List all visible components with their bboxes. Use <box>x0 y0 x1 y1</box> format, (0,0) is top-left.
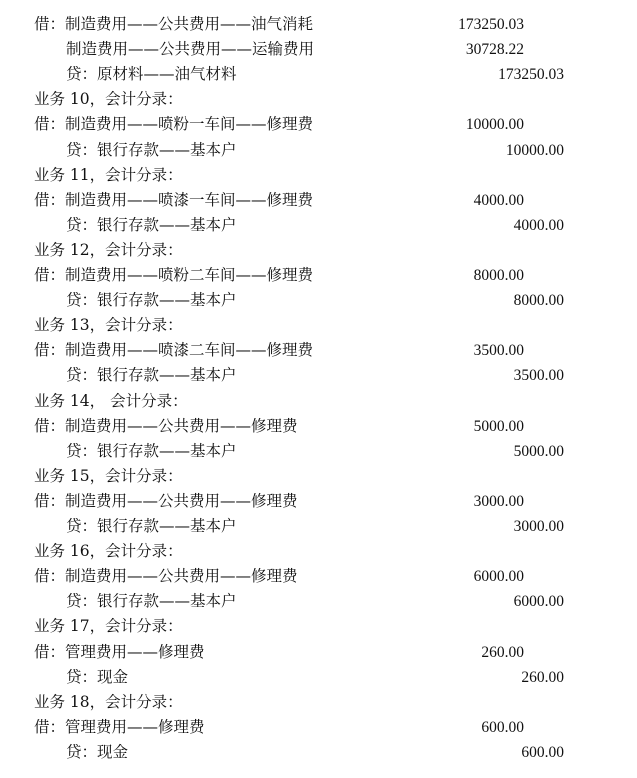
debit-amount: 10000.00 <box>465 116 524 134</box>
credit-amount: 3500.00 <box>513 367 564 385</box>
credit-amount: 173250.03 <box>498 66 564 84</box>
entry-heading-text: 业务 10，会计分录： <box>34 90 183 109</box>
credit-line <box>0 589 637 614</box>
credit-line <box>0 363 637 388</box>
entry-heading-text: 业务 18，会计分录： <box>34 692 183 711</box>
debit-line <box>0 12 637 37</box>
account-text: 贷：现金 <box>66 667 129 686</box>
entry-heading-text: 业务 17，会计分录： <box>34 617 183 636</box>
entry-heading-text: 业务 13，会计分录： <box>34 316 183 335</box>
entry-heading-text: 业务 15，会计分录： <box>34 466 183 485</box>
account-text: 贷：银行存款——基本户 <box>66 215 237 234</box>
account-text: 借：制造费用——喷粉二车间——修理费 <box>34 266 314 284</box>
credit-line <box>0 439 637 464</box>
credit-amount: 10000.00 <box>505 141 564 159</box>
entry-heading-text: 业务 14， 会计分录： <box>34 391 188 410</box>
account-text: 贷：银行存款——基本户 <box>66 592 237 611</box>
entry-heading <box>0 163 637 188</box>
credit-amount: 4000.00 <box>513 216 564 234</box>
debit-amount: 5000.00 <box>473 417 524 435</box>
entry-heading <box>0 464 637 489</box>
debit-line <box>0 489 637 514</box>
account-text: 贷：银行存款——基本户 <box>66 291 237 310</box>
account-text: 借：管理费用——修理费 <box>34 642 205 661</box>
account-text: 借：制造费用——喷漆二车间——修理费 <box>34 341 314 360</box>
account-text: 借：制造费用——公共费用——油气消耗 <box>34 15 314 33</box>
account-text: 贷：现金 <box>66 742 129 761</box>
entry-heading <box>0 238 637 263</box>
entry-heading-text: 业务 12，会计分录： <box>34 240 183 259</box>
credit-amount: 600.00 <box>521 743 564 761</box>
debit-amount: 600.00 <box>481 718 524 736</box>
account-text: 借：制造费用——喷粉一车间——修理费 <box>34 115 314 134</box>
entry-heading <box>0 690 637 715</box>
debit-amount: 8000.00 <box>473 267 524 284</box>
entry-heading <box>0 614 637 639</box>
debit-line <box>0 715 637 740</box>
credit-line <box>0 213 637 238</box>
debit-amount: 4000.00 <box>473 191 524 209</box>
credit-amount: 3000.00 <box>513 518 564 535</box>
entry-heading <box>0 539 637 564</box>
debit-line <box>0 414 637 439</box>
credit-line <box>0 665 637 690</box>
debit-line <box>0 112 637 137</box>
debit-amount: 3500.00 <box>473 342 524 360</box>
debit-line <box>0 263 637 288</box>
entry-heading <box>0 389 637 414</box>
debit-line <box>0 564 637 589</box>
credit-line <box>0 62 637 87</box>
debit-line <box>0 640 637 665</box>
account-text: 借：管理费用——修理费 <box>34 717 205 736</box>
entry-heading-text: 业务 16，会计分录： <box>34 542 183 561</box>
entry-heading <box>0 313 637 338</box>
account-text: 贷：原材料——油气材料 <box>66 65 237 84</box>
debit-amount: 260.00 <box>481 643 524 661</box>
account-text: 贷：银行存款——基本户 <box>66 441 237 460</box>
debit-amount: 6000.00 <box>473 568 524 586</box>
account-text: 借：制造费用——公共费用——修理费 <box>34 416 298 435</box>
account-text: 借：制造费用——公共费用——修理费 <box>34 567 298 586</box>
debit-line <box>0 338 637 363</box>
debit-amount: 30728.22 <box>465 41 524 59</box>
credit-amount: 6000.00 <box>513 593 564 611</box>
debit-line <box>0 188 637 213</box>
account-text: 贷：银行存款——基本户 <box>66 366 237 385</box>
credit-line <box>0 288 637 313</box>
entry-heading-text: 业务 11，会计分录： <box>34 165 183 184</box>
credit-amount: 5000.00 <box>513 442 564 460</box>
account-text: 贷：银行存款——基本户 <box>66 140 237 159</box>
credit-line <box>0 514 637 539</box>
account-text: 贷：银行存款——基本户 <box>66 517 237 535</box>
debit-amount: 3000.00 <box>473 492 524 510</box>
credit-line <box>0 138 637 163</box>
credit-line <box>0 740 637 765</box>
entry-heading <box>0 87 637 112</box>
account-text: 借：制造费用——公共费用——修理费 <box>34 491 298 510</box>
account-text: 借：制造费用——喷漆一车间——修理费 <box>34 190 314 209</box>
debit-amount: 173250.03 <box>458 16 524 33</box>
account-text: 制造费用——公共费用——运输费用 <box>66 40 315 59</box>
credit-amount: 260.00 <box>521 668 564 686</box>
debit-line <box>0 37 637 62</box>
credit-amount: 8000.00 <box>513 292 564 310</box>
